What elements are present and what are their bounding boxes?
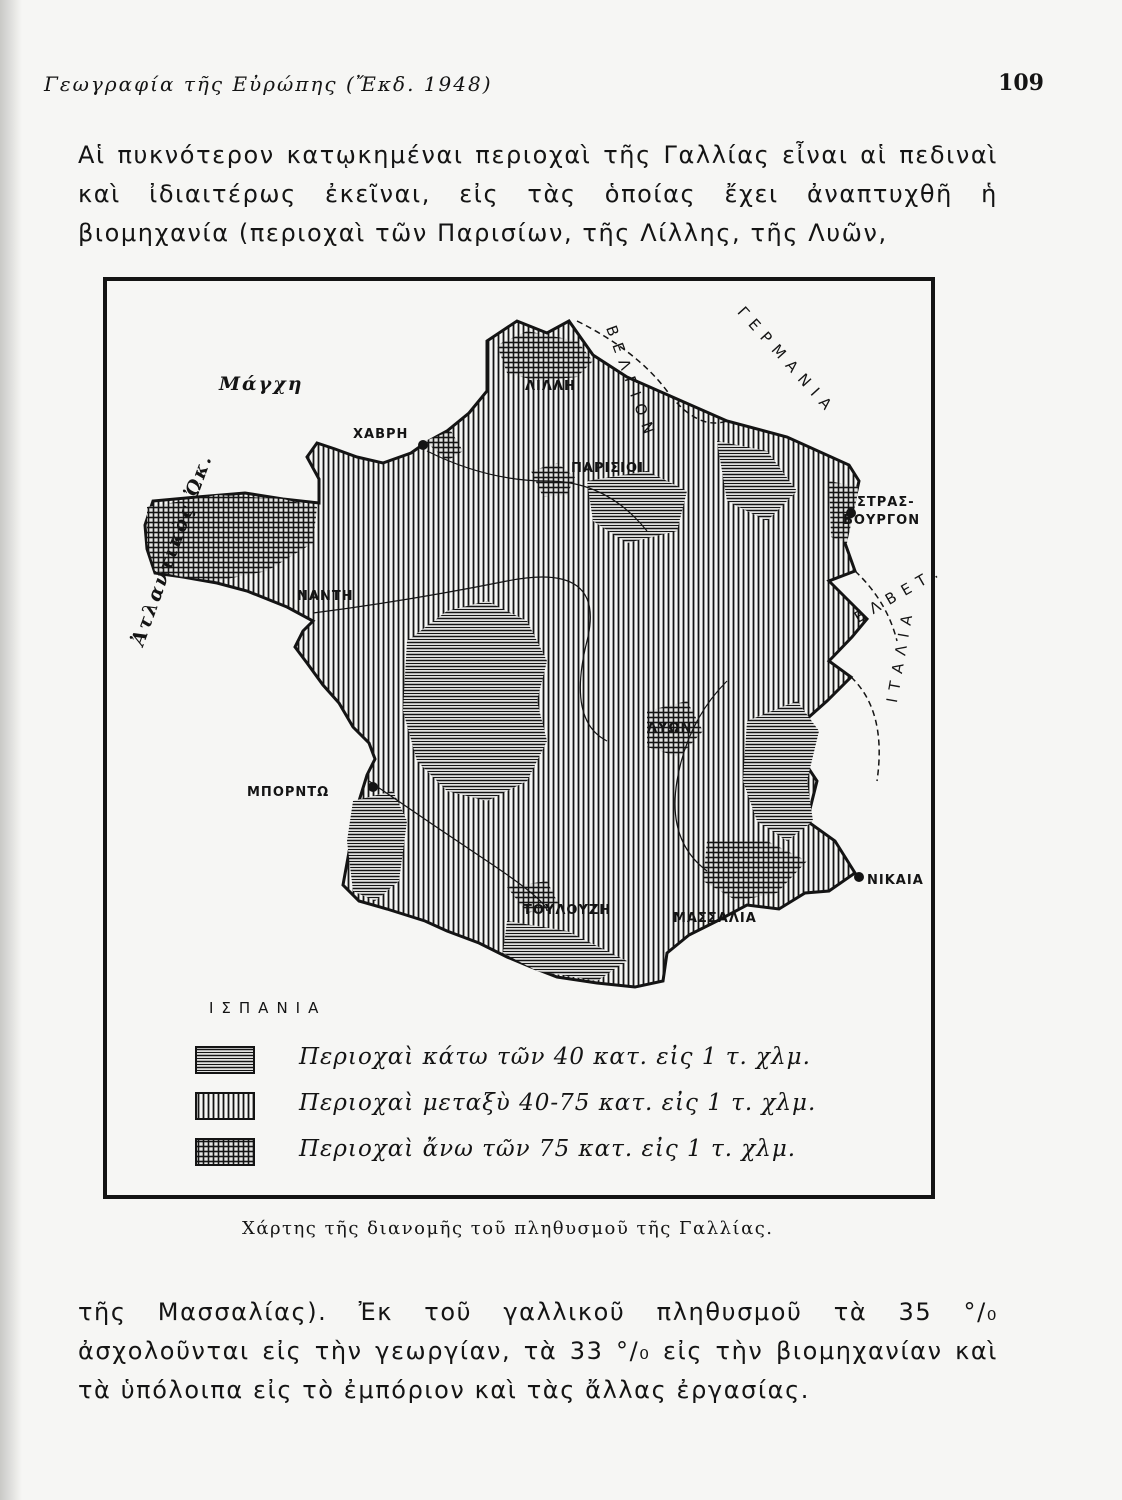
city-toulouse: ΤΟΥΛΟΥΖΗ (523, 903, 612, 918)
city-marseille: ΜΑΣΣΑΛΙΑ (673, 911, 757, 926)
figure-caption: Χάρτης τῆς διανομῆς τοῦ πληθυσμοῦ τῆς Γαλλίας. (242, 1218, 774, 1239)
paragraph-top: Αἱ πυκνότερον κατῳκημέναι περιοχαὶ τῆς Γαλλίας εἶναι αἱ πεδιναὶ καὶ ἰδιαιτέρως ἐκεῖναι, εἰς τὰς ὁποίας ἔχει ἀναπτυχθῆ ἡ βιομηχανία (περιοχαὶ τῶν Παρισίων, τῆς Λίλλης, τῆς Λυῶν, (78, 141, 998, 247)
legend-swatch-horizontal (195, 1046, 255, 1074)
country-italy: ΙΤΑΛΙΑ (883, 605, 918, 705)
population-map-figure (103, 277, 948, 1199)
city-strasbourg-line2: ΒΟΥΡΓΟΝ (843, 513, 921, 528)
city-strasbourg-line1: ΣΤΡΑΣ- (857, 495, 915, 510)
legend-swatch-cross (195, 1138, 255, 1166)
legend-item-dense (195, 1136, 895, 1170)
city-dot-bordeaux (368, 782, 378, 792)
country-germany: ΓΕΡΜΑΝΙΑ (733, 303, 841, 420)
paragraph-bottom: τῆς Μασσαλίας). Ἐκ τοῦ γαλλικοῦ πληθυσμοῦ τὰ 35 °/₀ ἀσχολοῦνται εἰς τὴν γεωργίαν, τὰ 33 °/₀ εἰς τὴν βιομηχανίαν καὶ τὰ ὑπόλοιπα εἰς τὸ ἐμπόριον καὶ τὰς ἄλλας ἐργασίας. (78, 1298, 998, 1404)
city-lyon: ΛΥΩΝ (647, 721, 693, 736)
legend-item-medium (195, 1090, 895, 1124)
running-head (44, 72, 1044, 106)
city-havre: ΧΑΒΡΗ (353, 427, 409, 442)
italy-border (851, 677, 879, 781)
country-belgium: ΒΕΛΓΙΟΝ (602, 323, 661, 444)
city-bordeaux: ΜΠΟΡΝΤΩ (247, 785, 330, 800)
label-manche: Μάγχη (219, 373, 304, 395)
country-switzerland: ΕΛΒΕΤ. (851, 560, 948, 627)
legend-label-sparse: Περιοχαὶ κάτω τῶν 40 κατ. εἰς 1 τ. χλμ. (299, 1044, 811, 1070)
page-gutter-shadow (0, 0, 22, 1500)
legend-label-medium: Περιοχαὶ μεταξὺ 40-75 κατ. εἰς 1 τ. χλμ. (299, 1090, 817, 1116)
city-dot-havre (418, 440, 428, 450)
running-title: Γεωγραφία τῆς Εὐρώπης (Ἔκδ. 1948) (44, 72, 493, 96)
country-spain: ΙΣΠΑΝΙΑ (209, 999, 327, 1017)
city-dot-nice (854, 872, 864, 882)
page-number: 109 (998, 70, 1044, 96)
city-lille: ΛΙΛΛΗ (525, 379, 576, 394)
label-atlantic: Ἀτλαντικὸς Ὠκ. (127, 450, 217, 649)
city-nice: ΝΙΚΑΙΑ (867, 873, 924, 888)
legend-label-dense: Περιοχαὶ ἄνω τῶν 75 κατ. εἰς 1 τ. χλμ. (299, 1136, 797, 1162)
legend-swatch-vertical (195, 1092, 255, 1120)
legend-item-sparse (195, 1044, 895, 1078)
city-paris: ΠΑΡΙΣΙΟΙ (571, 461, 644, 476)
city-nantes: ΝΑΝΤΗ (297, 589, 354, 604)
